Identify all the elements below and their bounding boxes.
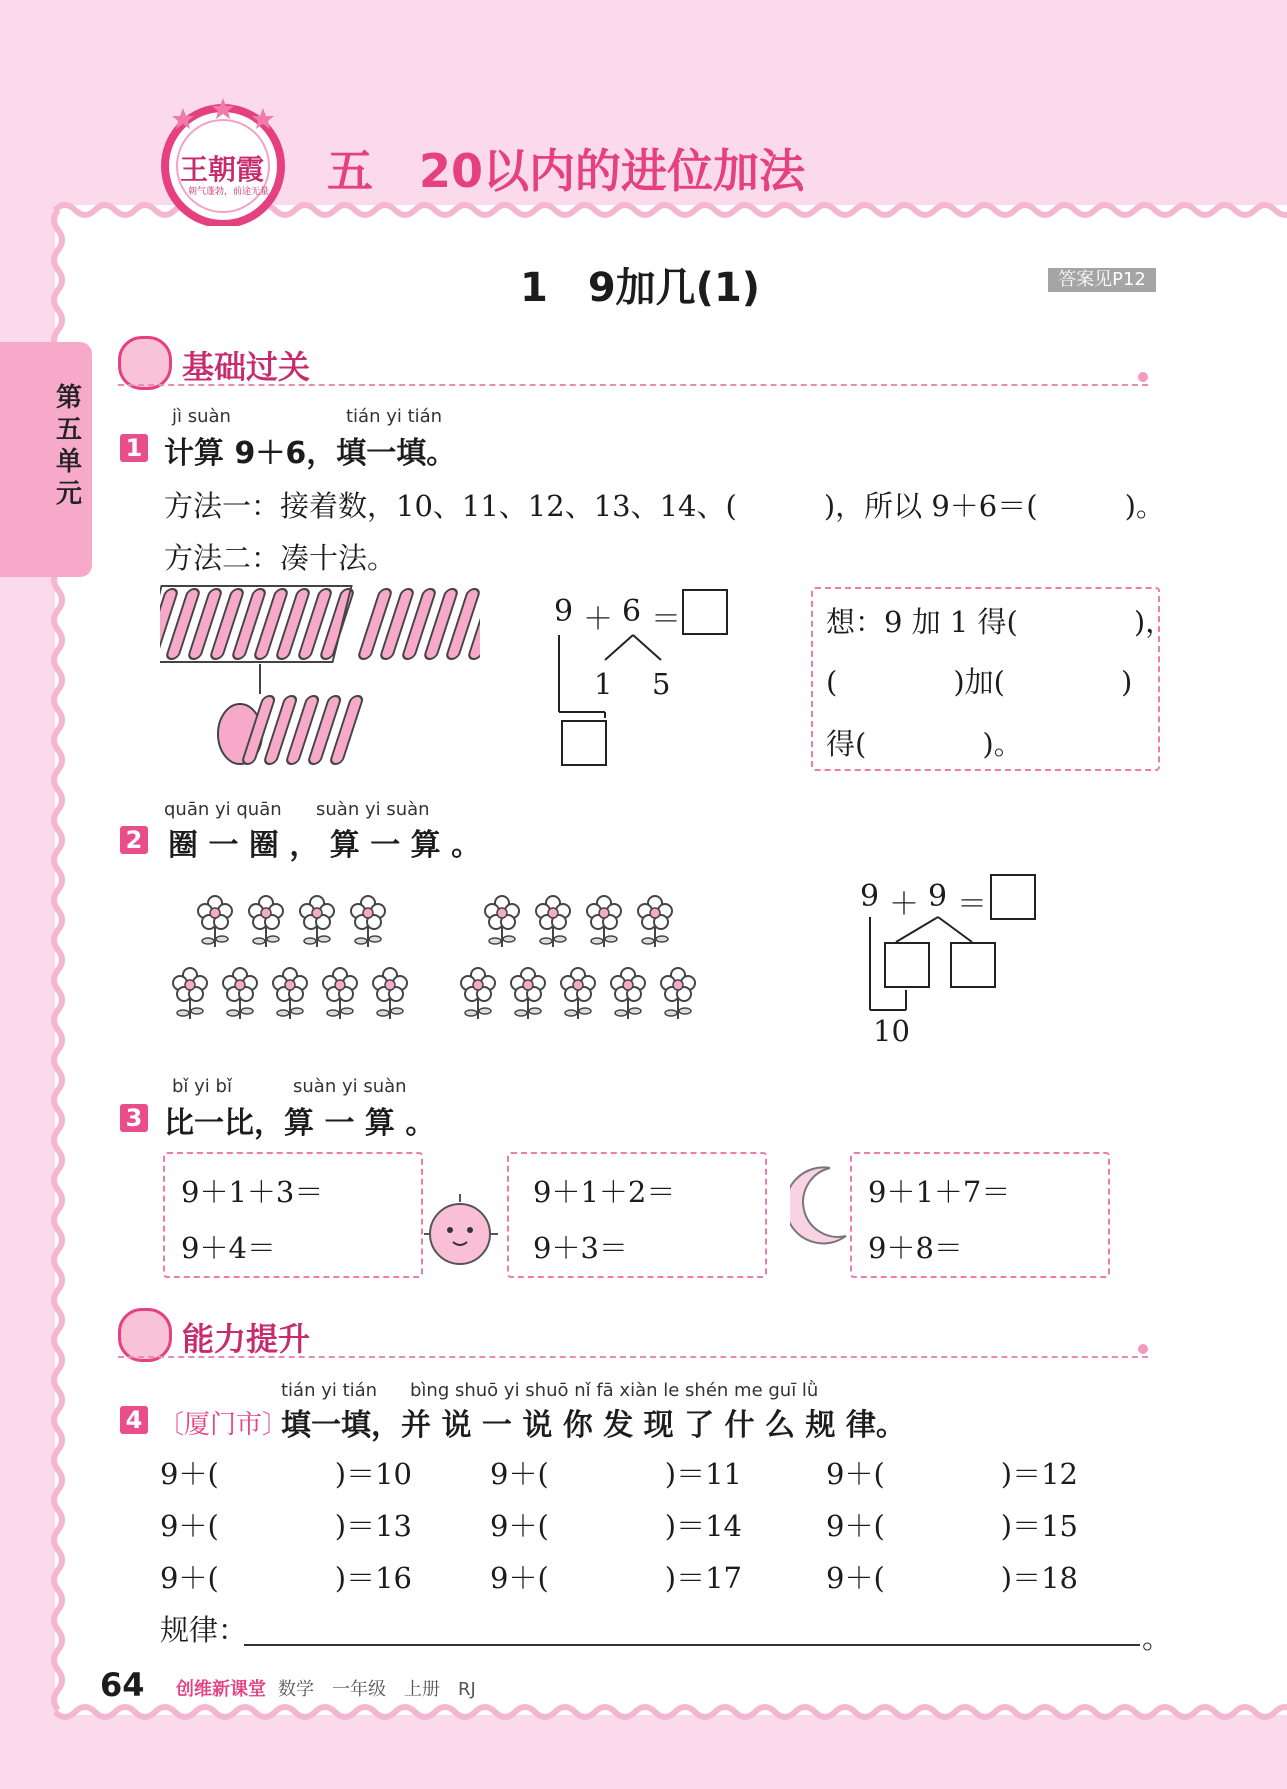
- flower: [638, 896, 672, 947]
- flower: [198, 896, 232, 947]
- side-tab-label: 第五单元: [56, 383, 83, 509]
- flower: [173, 968, 207, 1019]
- q1-pinyin-b: tián yi tián: [346, 406, 443, 427]
- q4-title: 填一填，并 说 一 说 你 发 现 了 什 么 规 律。: [281, 1408, 906, 1443]
- q3-number: 3: [120, 1104, 148, 1132]
- flower: [249, 896, 283, 947]
- flower: [323, 968, 357, 1019]
- q4-blank-r1c3[interactable]: 9＋( )＝12: [826, 1457, 1078, 1491]
- flower: [561, 968, 595, 1019]
- q4-blank-r3c2[interactable]: 9＋( )＝17: [490, 1561, 742, 1595]
- logo-text: 王朝霞: [180, 153, 265, 186]
- mascot-icon: [118, 336, 172, 390]
- q4-rule-end: 。: [1142, 1621, 1172, 1655]
- q4-blank-r3c1[interactable]: 9＋( )＝16: [160, 1561, 412, 1595]
- q2-pinyin-a: quān yi quān: [164, 799, 282, 820]
- q3-box-1-line-2: 9＋4＝: [181, 1231, 276, 1265]
- q1-eq-a: 9: [554, 594, 574, 629]
- dots-icon: [1138, 1344, 1148, 1354]
- q1-think-line3: 得( )。: [826, 727, 1023, 761]
- q2-eq-b: 9: [928, 879, 948, 914]
- flower: [587, 896, 621, 947]
- logo-slogan: 朝气蓬勃，前途无量: [188, 187, 270, 197]
- lesson-title: 1 9加几(1): [520, 265, 761, 311]
- q1-split-2: 5: [652, 667, 671, 701]
- q2-eq-a: 9: [860, 879, 880, 914]
- q2-number: 2: [120, 826, 148, 854]
- page-number: 64: [100, 1666, 145, 1704]
- flower: [661, 968, 695, 1019]
- flower: [373, 968, 407, 1019]
- q2-eq-op: ＋: [889, 887, 919, 922]
- section-ability-title: 能力提升: [182, 1320, 311, 1358]
- q3-box-3-line-1: 9＋1＋7＝: [868, 1175, 1011, 1209]
- section-basic-title: 基础过关: [182, 348, 311, 386]
- mascot-icon: [118, 1308, 172, 1362]
- q4-blank-r2c3[interactable]: 9＋( )＝15: [826, 1509, 1078, 1543]
- q1-think-line2: ( )加( ): [826, 665, 1133, 699]
- q1-title: 计算 9＋6，填一填。: [164, 436, 457, 471]
- flowers-illustration: [160, 885, 720, 1035]
- q2-pinyin-b: suàn yi suàn: [316, 799, 430, 820]
- section-divider: [118, 1356, 1148, 1358]
- q1-eq-op: ＋: [583, 602, 613, 637]
- q4-blank-r1c2[interactable]: 9＋( )＝11: [490, 1457, 742, 1491]
- section-divider: [118, 384, 1148, 386]
- q3-box-3-line-2: 9＋8＝: [868, 1231, 963, 1265]
- q2-split-box-2[interactable]: [950, 942, 996, 988]
- q3-pinyin-b: suàn yi suàn: [293, 1076, 407, 1097]
- q1-ten-box[interactable]: [561, 720, 607, 766]
- q2-title: 圈 一 圈 ， 算 一 算 。: [168, 828, 482, 863]
- q4-blank-r2c2[interactable]: 9＋( )＝14: [490, 1509, 742, 1543]
- side-tab: [0, 342, 92, 577]
- q2-split-box-1[interactable]: [884, 942, 930, 988]
- q3-box-2-line-2: 9＋3＝: [533, 1231, 628, 1265]
- q4-rule-line[interactable]: [244, 1644, 1140, 1646]
- q1-eq-equals: ＝: [651, 602, 681, 637]
- q1-answer-box[interactable]: [682, 589, 728, 635]
- q3-box-2-line-1: 9＋1＋2＝: [533, 1175, 676, 1209]
- unit-title: 五 20以内的进位加法: [327, 144, 806, 198]
- q3-box-1-line-1: 9＋1＋3＝: [181, 1175, 324, 1209]
- flower: [300, 896, 334, 947]
- q4-blank-r3c3[interactable]: 9＋( )＝18: [826, 1561, 1078, 1595]
- q4-pinyin-b: bìng shuō yi shuō nǐ fā xiàn le shén me guī lǜ: [410, 1380, 819, 1401]
- q4-rule-label: 规律：: [160, 1613, 248, 1647]
- q1-pinyin-a: jì suàn: [172, 406, 231, 427]
- flower: [351, 896, 385, 947]
- counting-sticks-illustration: [160, 584, 480, 774]
- q4-blank-r2c1[interactable]: 9＋( )＝13: [160, 1509, 412, 1543]
- q1-method2: 方法二：凑十法。: [164, 541, 397, 575]
- sun-icon: [420, 1190, 510, 1280]
- flower: [223, 968, 257, 1019]
- q1-method1: 方法一：接着数，10、11、12、13、14、( )，所以 9＋6＝( )。: [164, 489, 1165, 523]
- logo: [158, 96, 288, 226]
- moon-icon: [790, 1160, 860, 1260]
- q4-blank-r1c1[interactable]: 9＋( )＝10: [160, 1457, 412, 1491]
- flower: [536, 896, 570, 947]
- q4-number: 4: [120, 1406, 148, 1434]
- q2-eq-equals: ＝: [957, 887, 987, 922]
- dots-icon: [1138, 372, 1148, 382]
- footer-brand: 创维新课堂: [176, 1679, 266, 1700]
- q4-pinyin-a: tián yi tián: [281, 1380, 378, 1401]
- answer-reference: 答案见P12: [1048, 268, 1156, 292]
- q3-pinyin-a: bǐ yi bǐ: [172, 1076, 232, 1097]
- footer-info: 数学 一年级 上册 RJ: [278, 1679, 476, 1700]
- q1-think-line1: 想：9 加 1 得( )，: [826, 605, 1175, 639]
- q1-number: 1: [120, 434, 148, 462]
- flower: [461, 968, 495, 1019]
- q1-eq-b: 6: [622, 594, 642, 629]
- flower: [485, 896, 519, 947]
- flower: [511, 968, 545, 1019]
- q3-title: 比一比，算 一 算 。: [164, 1106, 436, 1141]
- q1-split-1: 1: [594, 667, 613, 701]
- q2-ten-label: 10: [873, 1014, 910, 1048]
- flower: [273, 968, 307, 1019]
- q4-source-tag: 〔厦门市〕: [158, 1410, 289, 1440]
- flower: [611, 968, 645, 1019]
